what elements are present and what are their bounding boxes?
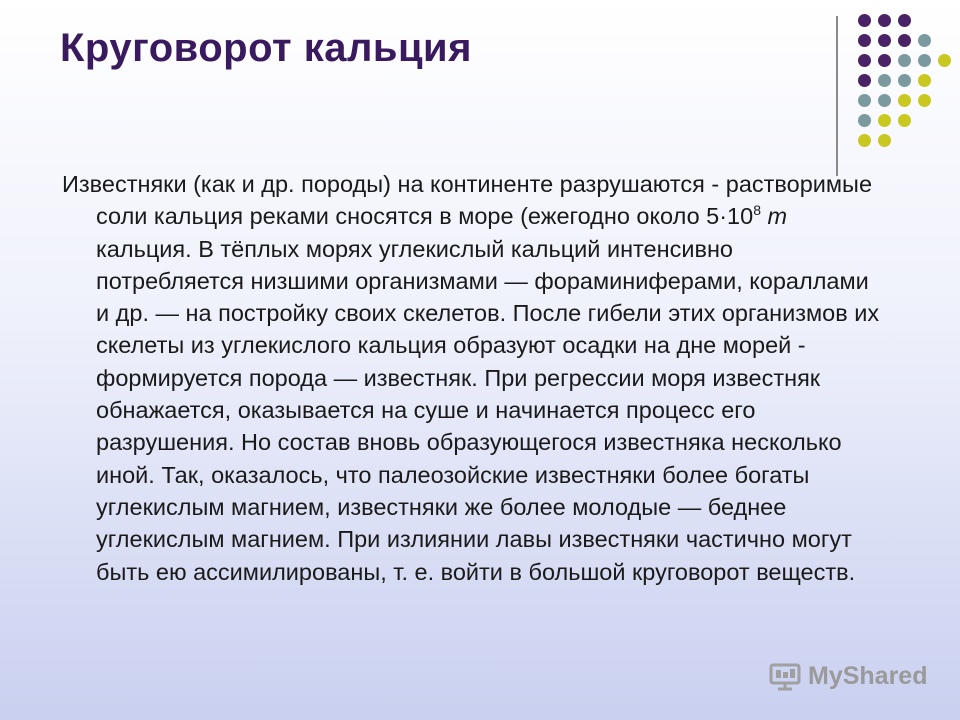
body-text-part2: кальция. В тёплых морях углекислый кальций интенсивно потребляется низшими организмами — фораминиферами, кораллами и др. — на постройку своих скелетов. После гибели этих организмов их скелеты из углекислого кальция образуют осадки на дне морей - формируется порода — известняк. При регрессии моря известняк обнажается, оказывается на суше и начинается процесс его разрушения. Но состав вновь образующегося известняка несколько иной. Так, оказалось, что палеозойские известняки более богаты углекислым магнием, известняки же более молодые — беднее углекислым магнием. При излиянии лавы известняки частично могут быть ею ассимилированы, т. е. войти в большой круговорот веществ. xyxy=(96,235,880,585)
slide-title: Круговорот кальция xyxy=(60,26,472,70)
dot xyxy=(878,114,891,127)
presentation-icon xyxy=(768,661,802,691)
body-exponent: 8 xyxy=(753,202,761,219)
dot xyxy=(898,14,911,27)
dot xyxy=(898,34,911,47)
dot xyxy=(918,94,931,107)
dot xyxy=(858,74,871,87)
dot xyxy=(858,34,871,47)
dot xyxy=(878,54,891,67)
dot xyxy=(918,54,931,67)
dot xyxy=(878,134,891,147)
dot-grid-icon xyxy=(852,14,952,144)
body-unit: т xyxy=(767,203,788,230)
dot xyxy=(918,74,931,87)
dot xyxy=(878,94,891,107)
dot xyxy=(878,74,891,87)
divider-line xyxy=(836,16,838,176)
dot xyxy=(898,94,911,107)
dot xyxy=(858,94,871,107)
dot xyxy=(878,14,891,27)
watermark-text: MyShared xyxy=(808,661,928,690)
dot xyxy=(858,134,871,147)
dot xyxy=(898,54,911,67)
dot xyxy=(858,14,871,27)
dot xyxy=(918,34,931,47)
dot xyxy=(858,54,871,67)
body-text-part1: Известняки (как и др. породы) на континенте разрушаются - растворимые соли кальция реками сносятся в море (ежегодно около 5·10 xyxy=(62,171,873,230)
dot xyxy=(878,34,891,47)
dot xyxy=(938,54,951,67)
dot xyxy=(898,74,911,87)
slide-body-text xyxy=(62,168,886,588)
dot xyxy=(898,114,911,127)
dot xyxy=(858,114,871,127)
watermark xyxy=(768,658,927,694)
